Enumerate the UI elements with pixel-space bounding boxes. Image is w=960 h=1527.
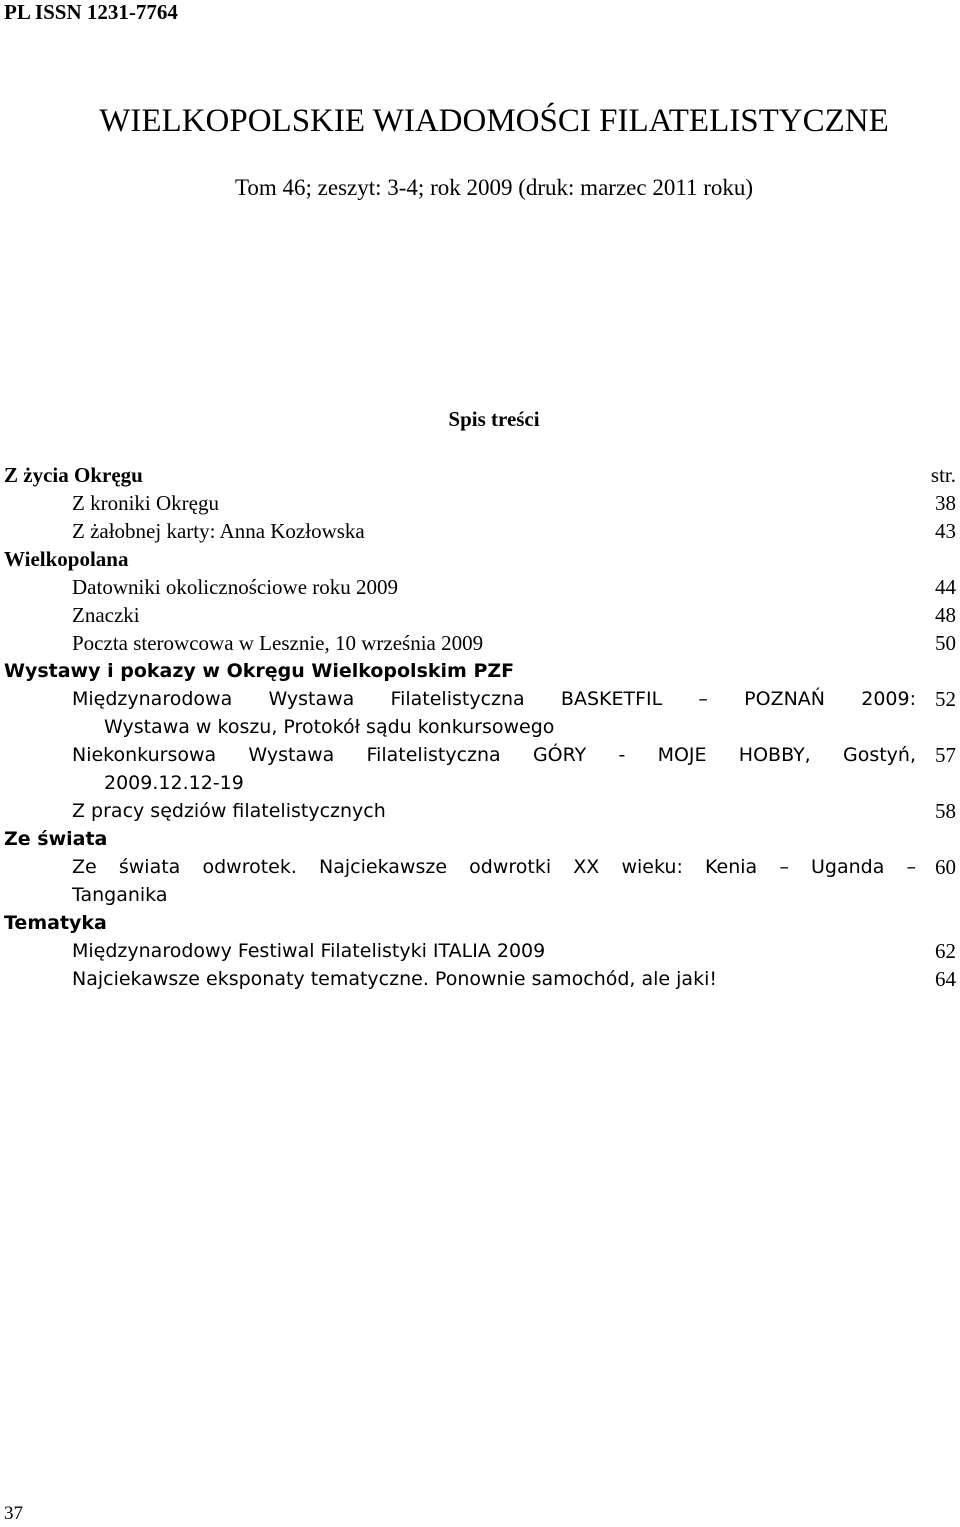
toc-entry-title: Z pracy sędziów filatelistycznych xyxy=(72,800,386,822)
toc-entry[interactable] xyxy=(4,853,956,909)
toc-entry-page: 52 xyxy=(935,687,956,711)
toc-section-header xyxy=(4,825,956,853)
toc-entry-page: 38 xyxy=(935,491,956,515)
toc-entry-title: Najciekawsze eksponaty tematyczne. Ponownie samochód, ale jaki! xyxy=(72,968,717,990)
toc-entry-line: Międzynarodowa Wystawa Filatelistyczna BASKETFIL – POZNAŃ 2009: xyxy=(72,688,916,710)
toc-entry-title: Międzynarodowy Festiwal Filatelistyki ITALIA 2009 xyxy=(72,940,546,962)
toc-entry-title: Poczta sterowcowa w Lesznie, 10 września 2009 xyxy=(72,631,484,655)
toc-section-title: Wystawy i pokazy w Okręgu Wielkopolskim PZF xyxy=(4,660,515,682)
table-of-contents xyxy=(4,461,956,993)
toc-entry-title: Datowniki okolicznościowe roku 2009 xyxy=(72,575,399,599)
toc-entry-page: 48 xyxy=(935,603,956,627)
toc-entry[interactable] xyxy=(4,741,956,797)
page-column-label: str. xyxy=(930,463,956,487)
toc-entry[interactable] xyxy=(4,629,956,657)
toc-section-header xyxy=(4,461,956,489)
page-number: 37 xyxy=(4,1503,23,1524)
toc-section-title: Z życia Okręgu xyxy=(4,463,143,487)
toc-section-header xyxy=(4,909,956,937)
toc-entry[interactable] xyxy=(4,489,956,517)
toc-entry[interactable] xyxy=(4,573,956,601)
toc-section-header xyxy=(4,657,956,685)
toc-entry-title: Z żałobnej karty: Anna Kozłowska xyxy=(72,519,365,543)
toc-entry-page: 58 xyxy=(935,799,956,823)
toc-entry-page: 62 xyxy=(935,939,956,963)
toc-entry-page: 50 xyxy=(935,631,956,655)
toc-section-title: Tematyka xyxy=(4,912,107,934)
issn-label: PL ISSN 1231-7764 xyxy=(4,0,178,24)
toc-entry-page: 44 xyxy=(935,575,956,599)
toc-section-header xyxy=(4,545,956,573)
toc-entry-title xyxy=(72,741,916,797)
toc-entry-line: Wystawa w koszu, Protokół sądu konkursowego xyxy=(104,716,555,738)
toc-entry-title: Z kroniki Okręgu xyxy=(72,491,219,515)
toc-entry-line: 2009.12.12-19 xyxy=(104,772,244,794)
toc-entry[interactable] xyxy=(4,601,956,629)
toc-entry[interactable] xyxy=(4,685,956,741)
toc-entry-line: Niekonkursowa Wystawa Filatelistyczna GÓRY - MOJE HOBBY, Gostyń, xyxy=(72,744,916,766)
toc-entry-title: Znaczki xyxy=(72,603,140,627)
toc-entry-title xyxy=(72,853,916,909)
toc-entry-page: 64 xyxy=(935,967,956,991)
toc-entry-page: 57 xyxy=(935,743,956,767)
toc-entry[interactable] xyxy=(4,965,956,993)
toc-entry-page: 60 xyxy=(935,855,956,879)
toc-section-title: Wielkopolana xyxy=(4,547,129,571)
publication-title: WIELKOPOLSKIE WIADOMOŚCI FILATELISTYCZNE xyxy=(99,103,889,139)
toc-entry[interactable] xyxy=(4,797,956,825)
toc-entry-page: 43 xyxy=(935,519,956,543)
toc-entry[interactable] xyxy=(4,517,956,545)
toc-entry-title xyxy=(72,685,916,741)
toc-section-title: Ze świata xyxy=(4,828,108,850)
toc-entry-line: Tanganika xyxy=(72,884,168,906)
issue-info: Tom 46; zeszyt: 3-4; rok 2009 (druk: marzec 2011 roku) xyxy=(234,175,754,200)
toc-entry-line: Ze świata odwrotek. Najciekawsze odwrotki XX wieku: Kenia – Uganda – xyxy=(72,856,916,878)
toc-entry[interactable] xyxy=(4,937,956,965)
toc-heading: Spis treści xyxy=(448,407,540,431)
